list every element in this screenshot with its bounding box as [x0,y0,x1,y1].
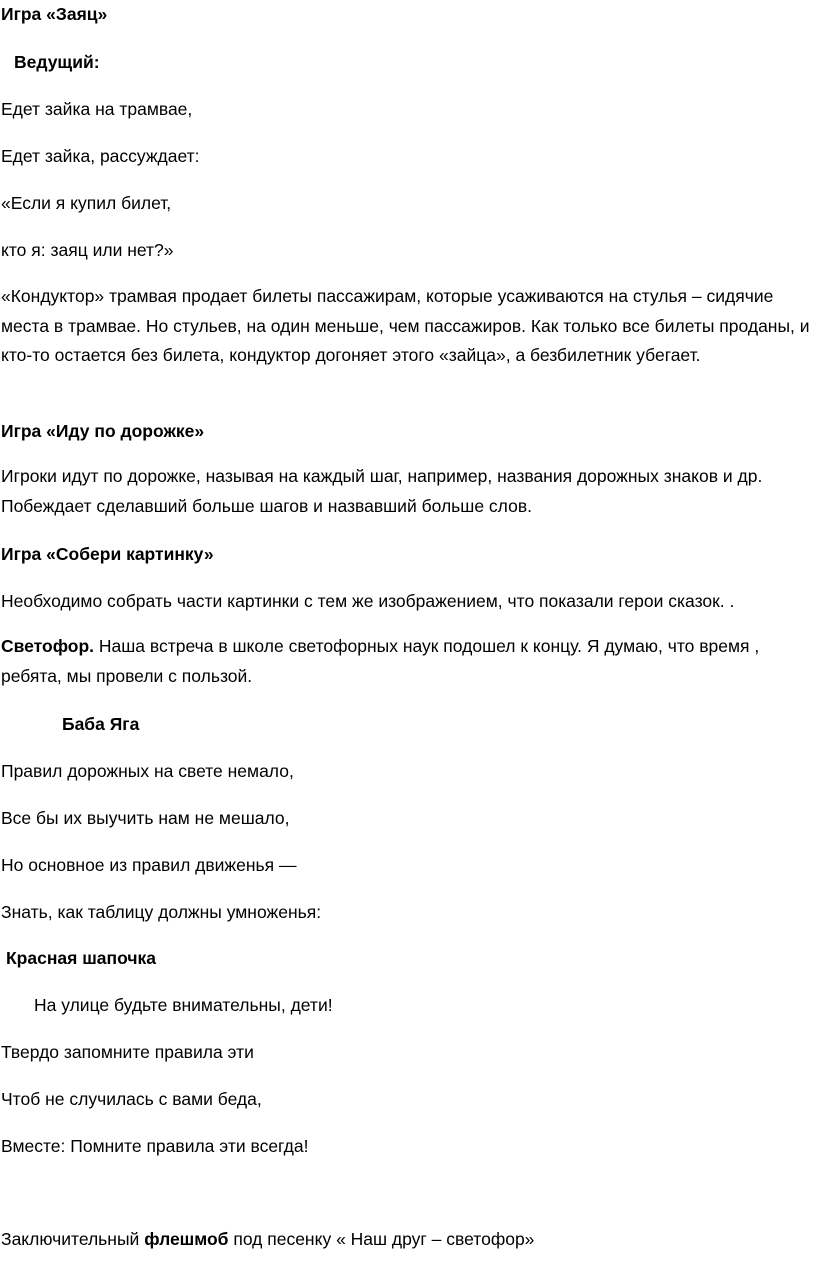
red-riding-hood-line: Вместе: Помните правила эти всегда! [1,1136,309,1156]
game-path-title: Игра «Иду по дорожке» [1,421,205,441]
baba-yaga-line: Но основное из правил движенья — [1,855,297,875]
finale-suffix: под песенку « Наш друг – светофор» [228,1229,535,1249]
traffic-light-speech: Наша встреча в школе светофорных наук подошел к концу. Я думаю, что время , ребята, мы провели с пользой. [1,636,760,686]
finale-line [1,1229,534,1249]
finale-flashmob: флешмоб [144,1229,229,1249]
red-riding-hood-line: Чтоб не случилась с вами беда, [1,1089,262,1109]
path-rules-paragraph: Игроки идут по дорожке, называя на каждый шаг, например, названия дорожных знаков и др. Побеждает сделавший больше шагов и назвавший больше слов. [1,466,763,516]
host-label: Ведущий: [14,52,100,72]
baba-yaga-speaker: Баба Яга [62,714,140,734]
hare-poem-line: Едет зайка, рассуждает: [1,146,200,166]
game-hare-title: Игра «Заяц» [1,4,108,24]
red-riding-hood-line: На улице будьте внимательны, дети! [34,995,333,1015]
traffic-light-paragraph [1,632,813,691]
traffic-light-speaker: Светофор. [1,636,95,656]
baba-yaga-line: Знать, как таблицу должны умноженья: [1,902,322,922]
hare-rules-paragraph: «Кондуктор» трамвая продает билеты пассажирам, которые усаживаются на стулья – сидячие места в трамвае. Но стульев, на один меньше, чем пассажиров. Как только все билеты проданы, и кто-то остается без билета, кондуктор догоняет этого «зайца», а безбилетник убегает. [1,286,810,365]
baba-yaga-line: Все бы их выучить нам не мешало, [1,808,290,828]
picture-rules-paragraph: Необходимо собрать части картинки с тем же изображением, что показали герои сказок. . [1,591,735,611]
hare-poem-line: кто я: заяц или нет?» [1,240,174,260]
hare-poem-line: Едет зайка на трамвае, [1,99,193,119]
finale-prefix: Заключительный [1,1229,145,1249]
red-riding-hood-line: Твердо запомните правила эти [1,1042,254,1062]
hare-poem-line: «Если я купил билет, [1,193,172,213]
baba-yaga-line: Правил дорожных на свете немало, [1,761,294,781]
game-picture-title: Игра «Собери картинку» [1,544,214,564]
red-riding-hood-speaker: Красная шапочка [6,948,157,968]
